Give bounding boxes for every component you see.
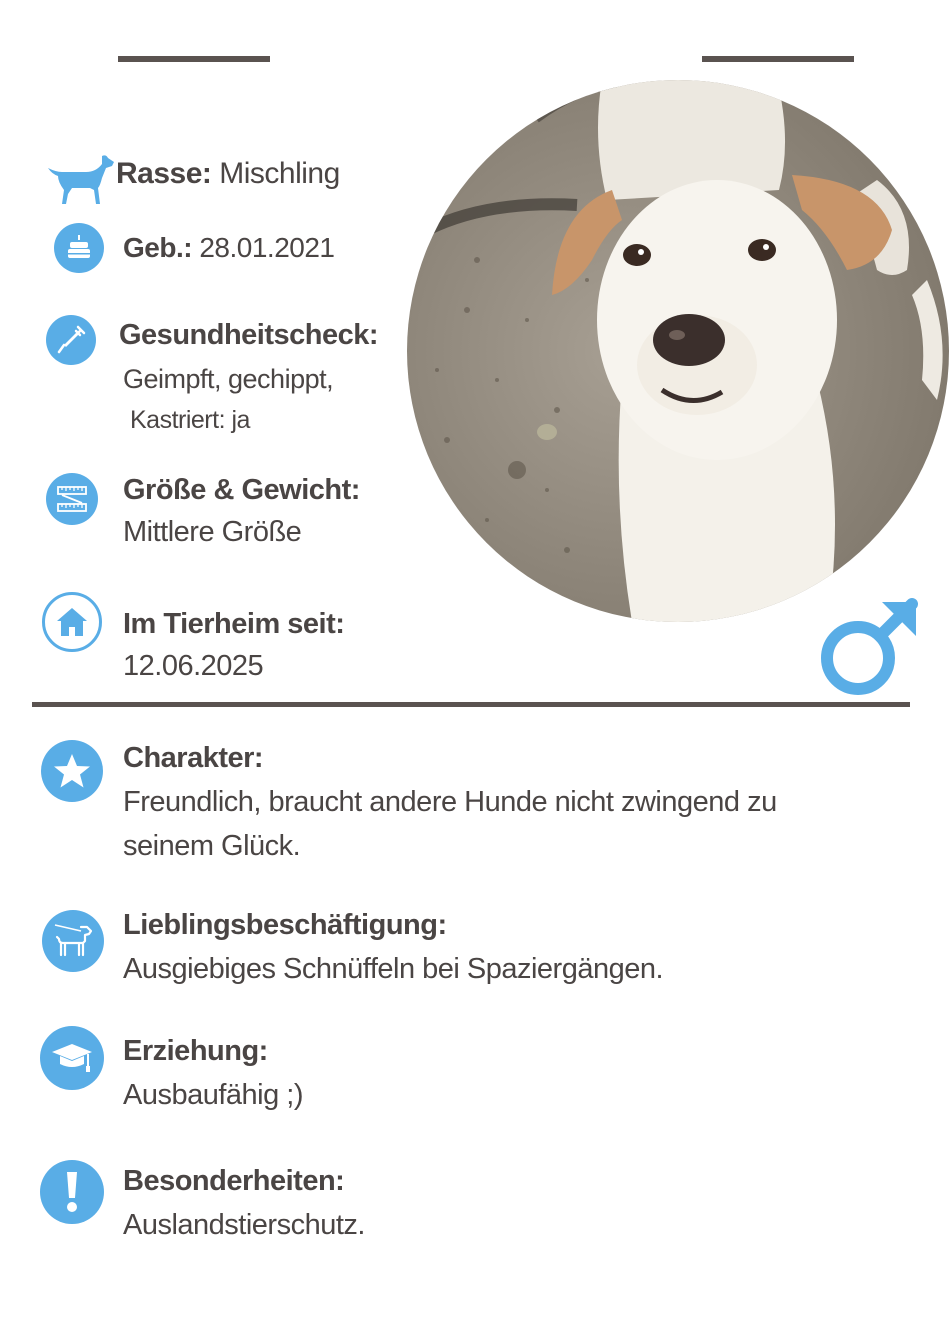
health-label: Gesundheitscheck: [119,319,379,351]
dog-photo [407,80,949,622]
graduation-cap-icon [40,1026,104,1090]
ruler-icon [46,473,98,525]
shelter-label: Im Tierheim seit: [123,608,345,640]
breed-value: Mischling [219,157,340,190]
dog-silhouette-icon [46,152,116,208]
special-label: Besonderheiten: [123,1165,345,1197]
size-value: Mittlere Größe [123,516,302,548]
shelter-value: 12.06.2025 [123,650,264,682]
dog-walking-icon [42,910,104,972]
birthday-cake-icon [54,223,104,273]
character-line2: seinem Glück. [123,830,301,862]
section-divider [32,702,910,707]
breed-label: Rasse: [116,157,212,190]
special-value: Auslandstierschutz. [123,1209,365,1241]
birth-label: Geb.: [123,232,193,263]
training-value: Ausbaufähig ;) [123,1079,304,1111]
birth-value: 28.01.2021 [199,232,335,263]
house-icon [42,592,102,652]
top-right-bar [702,56,854,62]
hobby-label: Lieblingsbeschäftigung: [123,909,447,941]
exclamation-icon [40,1160,104,1224]
size-label: Größe & Gewicht: [123,474,360,506]
syringe-icon [46,315,96,365]
health-line2: Kastriert: ja [130,406,250,434]
character-line1: Freundlich, braucht andere Hunde nicht zwingend zu [123,786,777,818]
star-icon [41,740,103,802]
hobby-value: Ausgiebiges Schnüffeln bei Spaziergängen. [123,953,664,985]
top-left-bar [118,56,270,62]
male-symbol-icon [816,596,920,700]
health-line1: Geimpft, gechippt, [123,364,334,394]
character-label: Charakter: [123,742,264,774]
training-label: Erziehung: [123,1035,268,1067]
